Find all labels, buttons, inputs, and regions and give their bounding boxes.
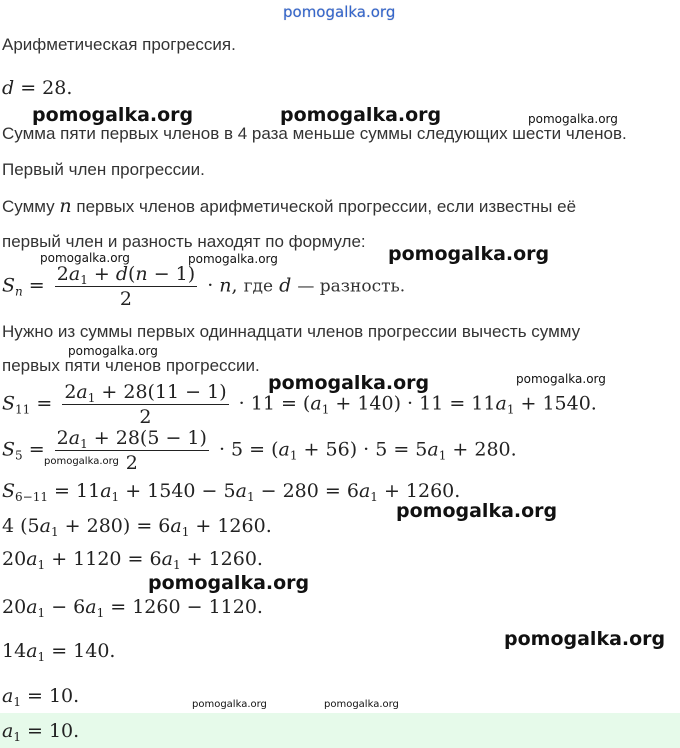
formula-intro-2: первый член и разность находят по формуле:	[2, 232, 366, 251]
watermark: pomogalka.org	[188, 252, 278, 266]
watermark: pomogalka.org	[32, 104, 194, 126]
s6-11-line: $S_{6-11} = 11a_1 + 1540 - 5a_1 - 280 = 6a_1 + 1260$.	[2, 480, 461, 504]
watermark: pomogalka.org	[528, 112, 618, 126]
watermark: pomogalka.org	[148, 572, 310, 594]
sum-formula: $S_n$ = $\frac{2a_1 + d(n - 1)}{2}$ · n, где d — разность.	[2, 263, 406, 310]
final-answer: $a_1 = 10$.	[2, 720, 80, 744]
plan-line-2: первых пяти членов прогрессии.	[2, 356, 260, 375]
equation-5: $a_1 = 10$.	[2, 685, 80, 709]
intro-word: Сумму	[2, 197, 55, 216]
watermark: pomogalka.org	[268, 372, 430, 394]
equation-2: $20a_1 + 1120 = 6a_1 + 1260$.	[2, 548, 263, 572]
title: Арифметическая прогрессия.	[2, 35, 236, 54]
formula-intro-1	[2, 196, 576, 217]
watermark: pomogalka.org	[396, 500, 558, 522]
plan-line-1: Нужно из суммы первых одиннадцати членов прогрессии вычесть сумму	[2, 322, 581, 341]
watermark: pomogalka.org	[192, 699, 267, 710]
equation-4: $14a_1 = 140$.	[2, 640, 116, 664]
header-watermark: pomogalka.org	[283, 3, 396, 21]
watermark: pomogalka.org	[68, 344, 158, 358]
equation-1: 4 $(5a_1 + 280) = 6a_1 + 1260$.	[2, 515, 272, 539]
given-d: d = 28.	[2, 77, 73, 99]
where-word: где	[243, 276, 274, 297]
condition: Сумма пяти первых членов в 4 раза меньше суммы следующих шести членов.	[2, 124, 627, 143]
watermark: pomogalka.org	[44, 456, 119, 467]
watermark: pomogalka.org	[324, 699, 399, 710]
watermark: pomogalka.org	[280, 104, 442, 126]
answer-highlight	[0, 713, 680, 748]
n-var: n	[59, 195, 72, 217]
watermark: pomogalka.org	[388, 243, 550, 265]
equation-3: $20a_1 - 6a_1 = 1260 - 1120$.	[2, 596, 263, 620]
find-line: Первый член прогрессии.	[2, 160, 205, 179]
s5-line: $S_5$ = $\frac{2a_1 + 28(5 - 1)}{2}$ · $5 = (a_1 + 56) \cdot 5 = 5a_1 + 280$.	[2, 427, 517, 474]
watermark: pomogalka.org	[504, 628, 666, 650]
watermark: pomogalka.org	[516, 372, 606, 386]
intro-rest: первых членов арифметической прогрессии, если известны её	[76, 197, 577, 216]
watermark: pomogalka.org	[40, 251, 130, 265]
difference-word: — разность.	[297, 276, 406, 297]
s11-line: $S_{11}$ = $\frac{2a_1 + 28(11 - 1)}{2}$ · $11 = (a_1 + 140) \cdot 11 = 11a_1 + 1540$.	[2, 381, 597, 428]
